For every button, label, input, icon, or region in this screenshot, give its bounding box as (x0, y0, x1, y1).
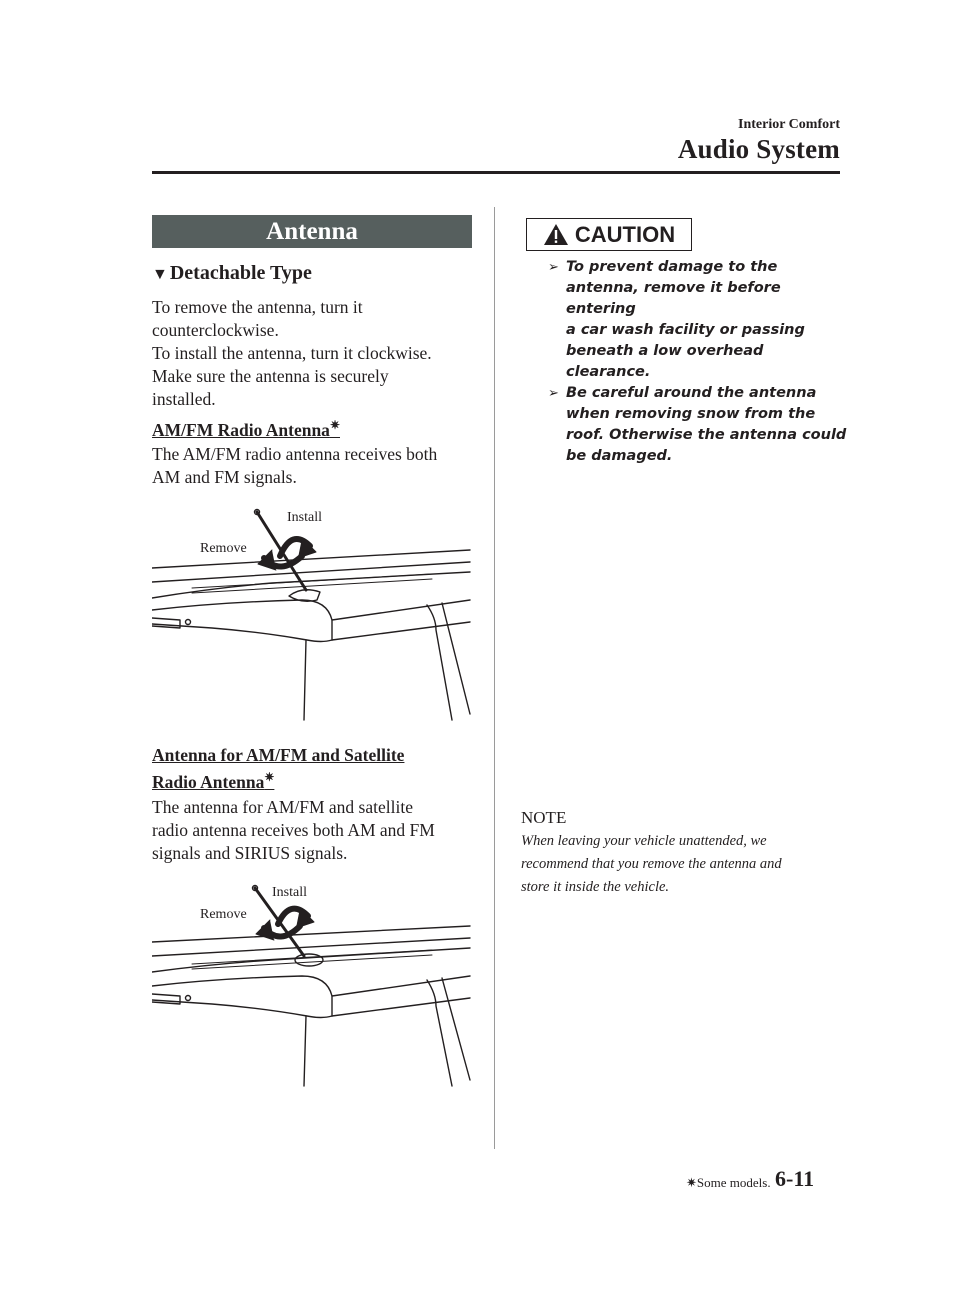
remove-label: Remove (200, 907, 247, 922)
intro-paragraph (152, 296, 472, 411)
caution-label: CAUTION (574, 221, 676, 247)
footnote-text: Some models. (696, 1175, 771, 1190)
caution-item (548, 383, 848, 467)
footnote-marker: ✷ (329, 418, 340, 432)
section-title-bar: Antenna (152, 215, 472, 248)
note-line: When leaving your vehicle unattended, we (521, 833, 767, 849)
caution-box (526, 218, 692, 251)
am-fm-paragraph (152, 443, 472, 489)
section-header: Interior Comfort (738, 117, 840, 132)
note-line: store it inside the vehicle. (521, 879, 670, 895)
arrow-bullet-icon: ➢ (548, 386, 559, 401)
footnote-marker: ✷ (264, 770, 275, 784)
remove-label: Remove (200, 541, 247, 556)
caution-line: To prevent damage to the (566, 259, 778, 275)
triangle-bullet-icon: ▼ (152, 266, 168, 283)
subheading-text: Detachable Type (169, 262, 312, 284)
install-label: Install (272, 885, 307, 900)
satellite-line: radio antenna receives both AM and FM (152, 820, 435, 840)
footnote-marker: ✷ (686, 1175, 697, 1190)
install-label: Install (287, 510, 322, 525)
footer-footnote (686, 1175, 771, 1191)
satellite-line: signals and SIRIUS signals. (152, 843, 348, 863)
satellite-heading-line: Antenna for AM/FM and Satellite (152, 745, 405, 765)
am-fm-heading (152, 414, 472, 441)
caution-line: be damaged. (566, 448, 673, 464)
caution-item (548, 257, 848, 383)
satellite-paragraph (152, 796, 472, 865)
intro-line: Make sure the antenna is securely (152, 366, 389, 386)
subheading (152, 262, 472, 285)
note-text (521, 830, 821, 899)
satellite-heading (152, 744, 472, 793)
caution-line: beneath a low overhead clearance. (566, 343, 764, 380)
caution-list (548, 257, 848, 467)
satellite-heading-line: Radio Antenna (152, 771, 265, 792)
intro-line: To remove the antenna, turn it (152, 297, 363, 317)
am-fm-antenna-figure (152, 500, 472, 725)
caution-line: roof. Otherwise the antenna could (566, 427, 847, 443)
am-fm-line: The AM/FM radio antenna receives both (152, 444, 438, 464)
caution-line: antenna, remove it before entering (566, 280, 781, 317)
caution-line: Be careful around the antenna (566, 385, 817, 401)
caution-line: a car wash facility or passing (566, 322, 805, 338)
caution-line: when removing snow from the (566, 406, 816, 422)
page-number: 6-11 (775, 1166, 815, 1191)
am-fm-heading-text: AM/FM Radio Antenna (152, 419, 330, 440)
intro-line: installed. (152, 389, 216, 409)
header-rule (152, 171, 840, 174)
intro-line: To install the antenna, turn it clockwise. (152, 343, 432, 363)
intro-line: counterclockwise. (152, 320, 279, 340)
am-fm-line: AM and FM signals. (152, 467, 297, 487)
column-divider (494, 207, 495, 1149)
arrow-bullet-icon: ➢ (548, 260, 559, 275)
warning-triangle-icon (543, 223, 569, 246)
satellite-line: The antenna for AM/FM and satellite (152, 797, 413, 817)
chapter-title: Audio System (677, 134, 840, 164)
note-line: recommend that you remove the antenna and (521, 856, 782, 872)
note-title: NOTE (521, 808, 567, 827)
